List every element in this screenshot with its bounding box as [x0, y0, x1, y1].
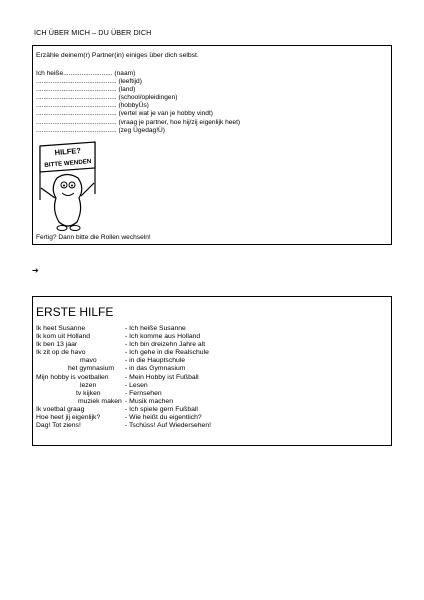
dutch-phrase: Hoe heet jij eigenlijk?	[36, 414, 101, 422]
finish-instruction: Fertig? Dann bitte die Rollen wechseln!	[36, 234, 151, 241]
german-phrase: - Ich bin dreizehn Jahre alt	[125, 341, 206, 349]
german-phrase: - in das Gymnasium	[125, 365, 186, 373]
fill-line: ............................................ (vertel wat je van je hobby vindt)	[36, 110, 213, 118]
exercise-intro: Erzähle deinem(r) Partner(in) einiges über dich selbst.	[36, 52, 199, 59]
german-phrase: - Mein Hobby ist Fußball	[125, 373, 199, 381]
dutch-phrase: het gymnasium	[68, 365, 115, 373]
dutch-phrase: mavo	[80, 357, 97, 365]
german-phrase: - Tschüss! Auf Wiedersehen!	[125, 422, 212, 430]
fill-line: ............................................ (land)	[36, 86, 136, 94]
dutch-phrase: Dag! Tot ziens!	[36, 422, 81, 430]
german-phrase: - Wie heißt du eigentlich?	[125, 414, 202, 422]
fill-line: ............................................ (school/opleidingen)	[36, 94, 178, 102]
german-phrase: - Ich komme aus Holland	[125, 333, 201, 341]
dutch-phrase: Ik zit op de havo	[36, 349, 86, 357]
first-aid-box	[32, 296, 392, 446]
fill-line: ............................................ (zeg Ügedag!Ü)	[36, 126, 165, 134]
arrow-right-icon: ➔	[32, 266, 39, 275]
fill-line: ............................................ (vraag je partner, hoe hij/zij eigenlijk heet)	[36, 118, 241, 126]
german-phrase: - Ich spiele gern Fußball	[125, 405, 198, 413]
dutch-phrase: Mijn hobby is voetballen	[36, 373, 109, 381]
dutch-phrase: Ik ben 13 jaar	[36, 341, 78, 349]
help-sign-cartoon-icon	[37, 138, 99, 233]
fill-line: ............................................ (hobbyÜs)	[36, 102, 149, 110]
page-title: ICH ÜBER MICH – DU ÜBER DICH	[34, 28, 152, 37]
german-phrase: - Musik machen	[125, 397, 173, 405]
first-aid-heading: ERSTE HILFE	[36, 305, 114, 319]
svg-text:HILFE?: HILFE?	[54, 145, 82, 158]
partner-exercise-box	[32, 45, 392, 245]
svg-text:BITTE WENDEN: BITTE WENDEN	[44, 157, 92, 170]
dutch-phrase: lezen	[80, 381, 97, 389]
german-phrase: - in die Hauptschule	[125, 357, 186, 365]
dutch-phrase: Ik kom uit Holland	[36, 333, 91, 341]
fill-line: Ich heiße........................... (naam)	[36, 70, 136, 77]
dutch-phrase: Ik heet Susanne	[36, 325, 86, 332]
german-phrase: - Lesen	[125, 381, 148, 389]
german-phrase: - Ich heiße Susanne	[125, 325, 186, 332]
german-phrase: - Ich gehe in die Realschule	[125, 349, 209, 357]
dutch-phrase: muziek maken	[78, 397, 122, 405]
fill-line: ............................................ (leeftijd)	[36, 78, 142, 86]
fill-in-lines	[36, 70, 240, 135]
german-phrase: - Fernsehen	[125, 389, 162, 397]
dutch-phrase: tv kijken	[76, 389, 101, 397]
dutch-phrase: Ik voetbal graag	[36, 405, 85, 413]
